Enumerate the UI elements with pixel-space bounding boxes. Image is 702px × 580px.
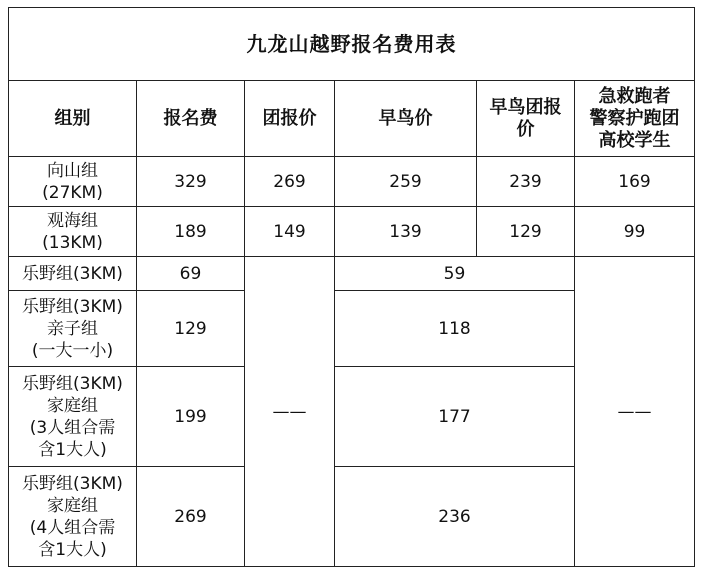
row-special: 169 xyxy=(575,157,695,207)
group-name-line: 家庭组 xyxy=(47,395,98,416)
group-price-na: —— xyxy=(245,257,335,567)
header-group-price: 团报价 xyxy=(245,81,335,157)
row-fee: 69 xyxy=(137,257,245,291)
group-name-line: 亲子组 xyxy=(47,318,98,339)
group-name-line: 观海组 xyxy=(47,210,98,231)
header-special xyxy=(575,81,695,157)
header-special-line: 急救跑者 xyxy=(598,85,671,107)
header-special-line: 高校学生 xyxy=(598,129,671,151)
group-name-line: (27KM) xyxy=(42,182,103,203)
row-group-name xyxy=(9,467,137,567)
table-row xyxy=(9,207,695,257)
special-na: —— xyxy=(575,257,695,567)
row-early-bird-merged: 118 xyxy=(335,291,575,367)
row-special: 99 xyxy=(575,207,695,257)
table-title: 九龙山越野报名费用表 xyxy=(9,8,695,81)
header-special-line: 警察护跑团 xyxy=(589,107,680,129)
header-early-bird: 早鸟价 xyxy=(335,81,477,157)
row-fee: 269 xyxy=(137,467,245,567)
row-early-bird: 259 xyxy=(335,157,477,207)
row-early-bird-merged: 59 xyxy=(335,257,575,291)
row-early-bird-group: 129 xyxy=(477,207,575,257)
group-name-line: (4人组合需 xyxy=(29,517,116,538)
header-early-bird-group: 早鸟团报价 xyxy=(477,81,575,157)
group-name-line: 家庭组 xyxy=(47,495,98,516)
row-early-bird: 139 xyxy=(335,207,477,257)
row-group-name xyxy=(9,157,137,207)
group-name-line: 乐野组(3KM) xyxy=(22,373,123,394)
row-early-bird-merged: 177 xyxy=(335,367,575,467)
header-group: 组别 xyxy=(9,81,137,157)
row-group-price: 149 xyxy=(245,207,335,257)
header-fee: 报名费 xyxy=(137,81,245,157)
row-fee: 199 xyxy=(137,367,245,467)
group-name-line: 乐野组(3KM) xyxy=(22,473,123,494)
row-group-name xyxy=(9,207,137,257)
row-group-price: 269 xyxy=(245,157,335,207)
group-name-line: 含1大人) xyxy=(38,439,107,460)
row-fee: 329 xyxy=(137,157,245,207)
table-row xyxy=(9,257,695,291)
row-fee: 189 xyxy=(137,207,245,257)
header-row xyxy=(9,81,695,157)
row-group-name xyxy=(9,367,137,467)
fee-table xyxy=(8,7,695,567)
group-name-line: 乐野组(3KM) xyxy=(22,296,123,317)
fee-table-container xyxy=(8,7,694,577)
row-early-bird-merged: 236 xyxy=(335,467,575,567)
row-group-name xyxy=(9,291,137,367)
row-early-bird-group: 239 xyxy=(477,157,575,207)
group-name-line: (13KM) xyxy=(42,232,103,253)
group-name-line: 含1大人) xyxy=(38,539,107,560)
group-name-line: 向山组 xyxy=(47,160,98,181)
group-name-line: (3人组合需 xyxy=(29,417,116,438)
group-name-line: (一大一小) xyxy=(31,340,114,361)
row-group-name: 乐野组(3KM) xyxy=(9,257,137,291)
table-row xyxy=(9,157,695,207)
row-fee: 129 xyxy=(137,291,245,367)
